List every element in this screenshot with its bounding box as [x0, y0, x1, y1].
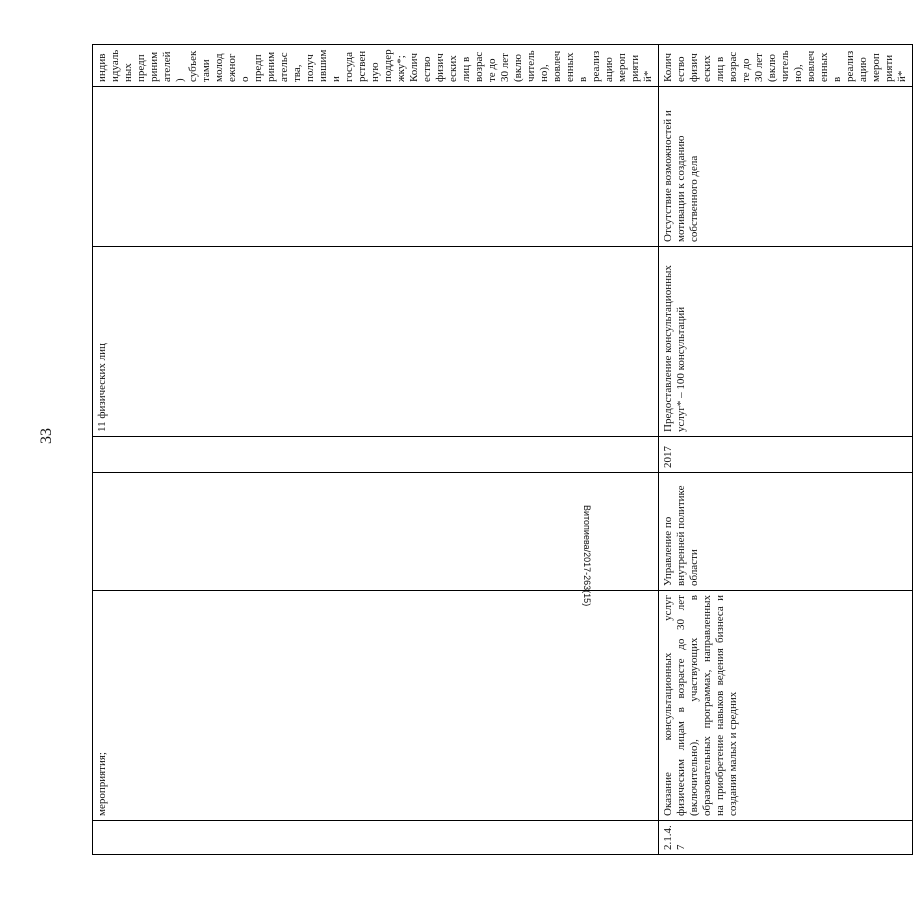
cell-indicator: Количество физических лиц в возрасте до 30 лет (включительно), вовлеченных в реализацию мероприятий*: [659, 45, 913, 87]
cell-executor: Управление по внутренней политике области: [659, 473, 913, 591]
measures-table: [92, 44, 913, 855]
table-row-top: [93, 45, 659, 855]
document-code: Витопиева/2017-263(15): [582, 505, 592, 607]
cell-risk: Отсутствие возможностей и мотивации к созданию собственного дела: [659, 87, 913, 247]
cell-result: 11 физических лиц: [93, 247, 659, 437]
cell-year: 2017: [659, 437, 913, 473]
table-row-main: [659, 45, 913, 855]
cell-year: [93, 437, 659, 473]
cell-risk: [93, 87, 659, 247]
cell-executor: [93, 473, 659, 591]
cell-measure: мероприятия;: [93, 591, 659, 821]
cell-number: 2.1.4.7: [659, 821, 913, 855]
cell-indicator: индивидуальных предпринимателей) субъектами молодежного предпринимательства, получившими государственную поддержку*; Количество физических лиц в возрасте до 30 лет (включительно), вовлеченных в реализацию мероприятий*: [93, 45, 659, 87]
cell-result: Предоставление консультационных услуг* – 100 консультаций: [659, 247, 913, 437]
page-number: 33: [38, 428, 55, 444]
cell-number: [93, 821, 659, 855]
cell-measure: Оказание консультационных услуг физическим лицам в возрасте до 30 лет (включительно), участвующих в образовательных программах, направленных на приобретение навыков ведения бизнеса и создания малых и средних: [659, 591, 913, 821]
